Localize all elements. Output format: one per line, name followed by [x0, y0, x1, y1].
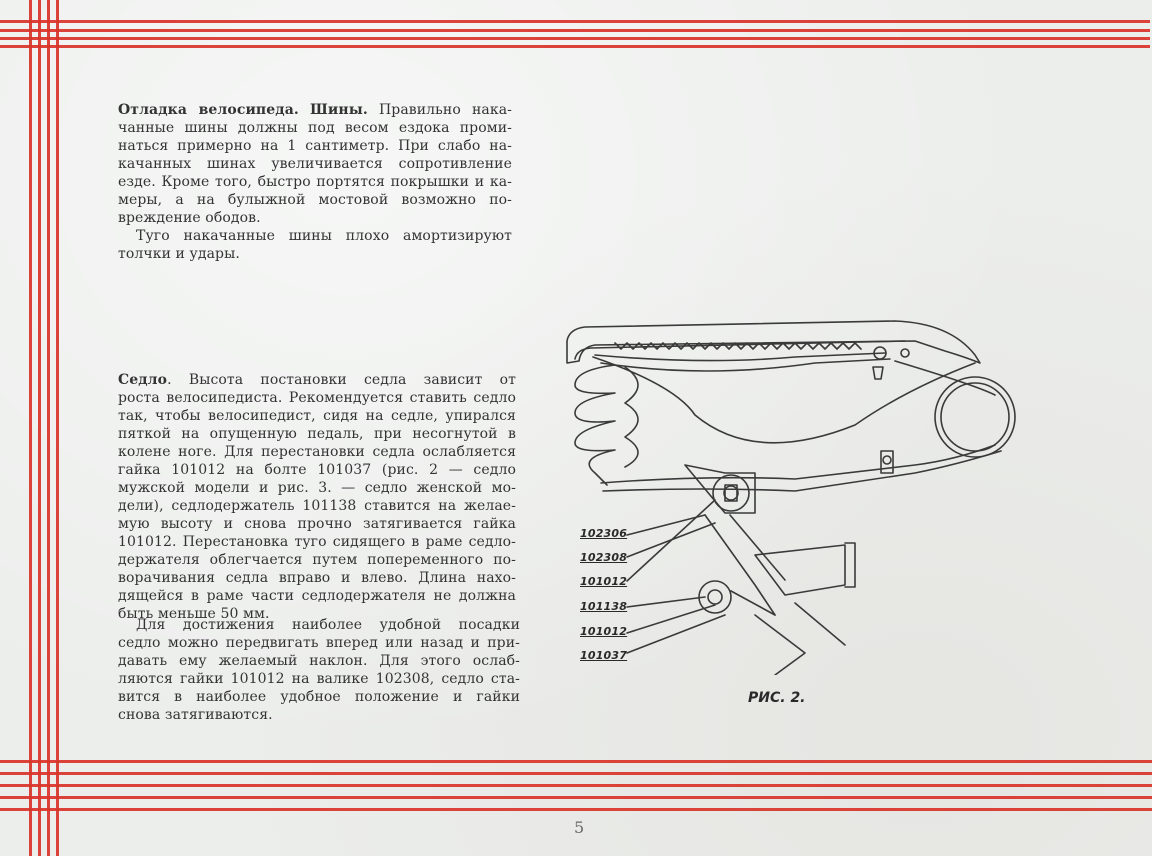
text-line: . Высота постановки седла зависит от [167, 372, 516, 388]
text-line: Для достижения наиболее удобной посадки [136, 617, 520, 633]
text-line: ляются гайки 101012 на валике 102308, седло ста- [118, 671, 520, 687]
callout-label: 102306 [580, 527, 628, 540]
text-line: седло можно передвигать вперед или назад и при- [118, 635, 520, 651]
text-line: ворачивания седла вправо и влево. Длина нахо- [118, 570, 516, 586]
text-line: вится в наиболее удобное положение и гайки [118, 689, 520, 705]
text-line: меры, а на булыжной мостовой возможно по- [118, 192, 512, 208]
callout-label: 101138 [580, 600, 628, 613]
text-line: так, чтобы велосипедист, сидя на седле, упирался [118, 408, 516, 424]
callout-label: 101037 [580, 649, 628, 662]
text-line: роста велосипедиста. Рекомендуется ставить седло [118, 390, 516, 406]
saddle-paragraph [118, 371, 516, 623]
callout-label: 101012 [580, 625, 628, 638]
saddle-adjustment-paragraph [118, 616, 520, 724]
text-line: Туго накачанные шины плохо амортизируют [136, 228, 512, 244]
text-line: дели), седлодержатель 101138 ставится на желае- [118, 498, 516, 514]
text-line: колене ноге. Для перестановки седла ослабляется [118, 444, 516, 460]
text-line: Правильно нака- [378, 102, 512, 118]
text-line: мужской модели и рис. 3. — седло женской мо- [118, 480, 516, 496]
page-number: 5 [574, 818, 585, 837]
callout-label: 102308 [580, 551, 628, 564]
tires-paragraph [118, 101, 512, 263]
text-line: чанные шины должны под весом ездока проми- [118, 120, 512, 136]
text-line: давать ему желаемый наклон. Для этого ослаб- [118, 653, 520, 669]
callout-label: 101012 [580, 575, 628, 588]
tires-heading: Шины. [310, 102, 368, 118]
text-line: вреждение ободов. [118, 210, 261, 226]
text-line: пяткой на опущенную педаль, при несогнутой в [118, 426, 516, 442]
text-line: держателя облегчается путем попеременного по- [118, 552, 516, 568]
figure-caption: РИС. 2. [748, 690, 806, 706]
text-line: качанных шинах увеличивается сопротивление [118, 156, 512, 172]
text-line: мую высоту и снова прочно затягивается гайка [118, 516, 516, 532]
text-line: дящейся в раме части седлодержателя не должна [118, 588, 516, 604]
text-line: гайка 101012 на болте 101037 (рис. 2 — седло [118, 462, 516, 478]
text-line: быть меньше 50 мм. [118, 606, 270, 622]
text-line: 101012. Перестановка туго сидящего в раме седло- [118, 534, 516, 550]
saddle-heading: Седло [118, 372, 168, 388]
saddle-diagram [555, 315, 1025, 675]
text-line: езде. Кроме того, быстро портятся покрышки и ка- [118, 174, 512, 190]
tires-heading-adjustment: Отладка велосипеда. [118, 102, 299, 118]
text-line: наться примерно на 1 сантиметр. При слабо на- [118, 138, 512, 154]
text-line: снова затягиваются. [118, 707, 273, 723]
text-line: толчки и удары. [118, 246, 240, 262]
